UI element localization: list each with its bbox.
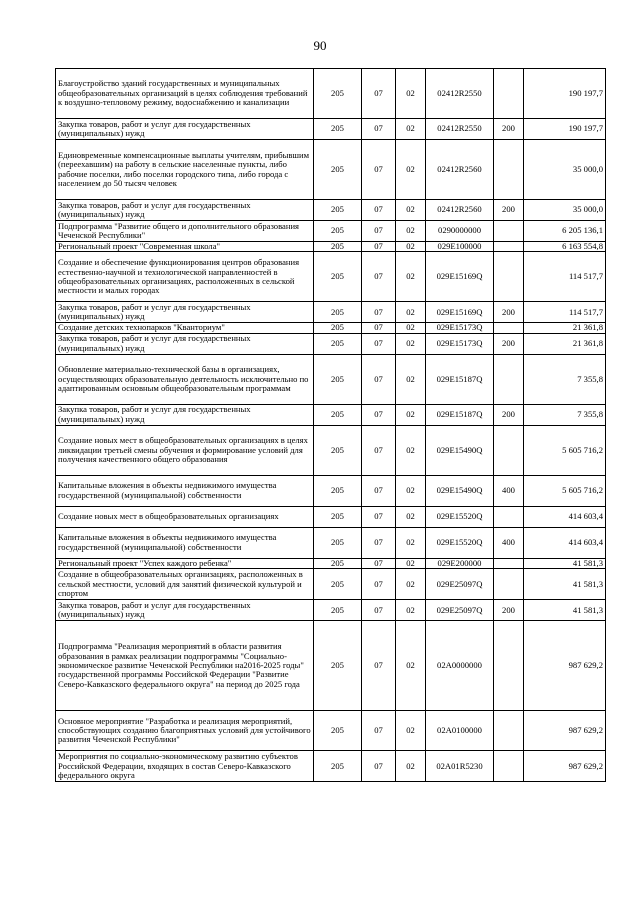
row-amount: 41 581,3 — [524, 569, 606, 600]
row-subsection-code: 02 — [396, 354, 426, 404]
table-row — [56, 425, 606, 475]
row-name: Благоустройство зданий государственных и муниципальных общеобразовательных организаций в целях соблюдения требований к воздушно-тепловому режиму, водоснабжению и канализации — [56, 69, 314, 119]
row-amount: 6 163 554,8 — [524, 242, 606, 252]
row-grbs-code: 205 — [314, 569, 362, 600]
row-subsection-code: 02 — [396, 252, 426, 302]
row-expense-type-code — [494, 569, 524, 600]
row-expense-type-code — [494, 323, 524, 333]
row-subsection-code: 02 — [396, 140, 426, 200]
row-grbs-code: 205 — [314, 751, 362, 782]
row-name: Закупка товаров, работ и услуг для государственных (муниципальных) нужд — [56, 600, 314, 621]
row-target-article-code: 02412R2560 — [426, 200, 494, 221]
row-amount: 35 000,0 — [524, 140, 606, 200]
row-grbs-code: 205 — [314, 475, 362, 506]
row-expense-type-code: 200 — [494, 302, 524, 323]
row-grbs-code: 205 — [314, 252, 362, 302]
row-expense-type-code: 400 — [494, 475, 524, 506]
row-target-article-code: 02412R2560 — [426, 140, 494, 200]
row-grbs-code: 205 — [314, 221, 362, 242]
row-target-article-code: 02А0100000 — [426, 711, 494, 751]
row-subsection-code: 02 — [396, 302, 426, 323]
row-expense-type-code — [494, 558, 524, 568]
row-subsection-code: 02 — [396, 404, 426, 425]
table-row — [56, 323, 606, 333]
table-row — [56, 751, 606, 782]
row-grbs-code: 205 — [314, 711, 362, 751]
table-row — [56, 242, 606, 252]
row-section-code: 07 — [362, 621, 396, 711]
row-name: Создание новых мест в общеобразовательных организациях — [56, 506, 314, 527]
row-expense-type-code — [494, 242, 524, 252]
row-name: Закупка товаров, работ и услуг для государственных (муниципальных) нужд — [56, 404, 314, 425]
row-expense-type-code: 400 — [494, 527, 524, 558]
row-name: Региональный проект "Успех каждого ребенка" — [56, 558, 314, 568]
row-grbs-code: 205 — [314, 242, 362, 252]
row-subsection-code: 02 — [396, 221, 426, 242]
row-section-code: 07 — [362, 558, 396, 568]
row-section-code: 07 — [362, 569, 396, 600]
row-expense-type-code: 200 — [494, 333, 524, 354]
row-grbs-code: 205 — [314, 527, 362, 558]
row-section-code: 07 — [362, 119, 396, 140]
row-name: Мероприятия по социально-экономическому развитию субъектов Российской Федерации, входящих в состав Северо-Кавказского федерального округа — [56, 751, 314, 782]
row-target-article-code: 02А0000000 — [426, 621, 494, 711]
row-name: Закупка товаров, работ и услуг для государственных (муниципальных) нужд — [56, 302, 314, 323]
row-section-code: 07 — [362, 302, 396, 323]
row-target-article-code: 029E15520Q — [426, 506, 494, 527]
row-amount: 114 517,7 — [524, 302, 606, 323]
row-subsection-code: 02 — [396, 333, 426, 354]
row-subsection-code: 02 — [396, 323, 426, 333]
row-section-code: 07 — [362, 140, 396, 200]
row-name: Создание детских технопарков "Кванториум" — [56, 323, 314, 333]
row-subsection-code: 02 — [396, 527, 426, 558]
row-amount: 7 355,8 — [524, 354, 606, 404]
row-target-article-code: 029E15173Q — [426, 333, 494, 354]
row-target-article-code: 02412R2550 — [426, 69, 494, 119]
row-expense-type-code — [494, 252, 524, 302]
row-amount: 414 603,4 — [524, 506, 606, 527]
row-amount: 190 197,7 — [524, 69, 606, 119]
row-grbs-code: 205 — [314, 323, 362, 333]
row-expense-type-code — [494, 221, 524, 242]
table-row — [56, 333, 606, 354]
row-name: Региональный проект "Современная школа" — [56, 242, 314, 252]
row-target-article-code: 02А01R5230 — [426, 751, 494, 782]
row-amount: 987 629,2 — [524, 621, 606, 711]
row-grbs-code: 205 — [314, 119, 362, 140]
row-target-article-code: 029E100000 — [426, 242, 494, 252]
row-expense-type-code — [494, 506, 524, 527]
row-expense-type-code: 200 — [494, 200, 524, 221]
row-section-code: 07 — [362, 333, 396, 354]
row-name: Создание в общеобразовательных организациях, расположенных в сельской местности, условий для занятий физической культурой и спортом — [56, 569, 314, 600]
row-section-code: 07 — [362, 242, 396, 252]
row-target-article-code: 029E15169Q — [426, 252, 494, 302]
row-grbs-code: 205 — [314, 506, 362, 527]
row-amount: 190 197,7 — [524, 119, 606, 140]
row-name: Создание и обеспечение функционирования центров образования естественно-научной и технологической направленностей в общеобразовательных организациях, расположенных в сельской местности и малых городах — [56, 252, 314, 302]
row-name: Закупка товаров, работ и услуг для государственных (муниципальных) нужд — [56, 200, 314, 221]
row-name: Закупка товаров, работ и услуг для государственных (муниципальных) нужд — [56, 119, 314, 140]
row-target-article-code: 029E15187Q — [426, 354, 494, 404]
row-amount: 987 629,2 — [524, 751, 606, 782]
row-name: Закупка товаров, работ и услуг для государственных (муниципальных) нужд — [56, 333, 314, 354]
table-row — [56, 558, 606, 568]
row-amount: 7 355,8 — [524, 404, 606, 425]
row-grbs-code: 205 — [314, 621, 362, 711]
row-target-article-code: 029E15187Q — [426, 404, 494, 425]
row-amount: 21 361,8 — [524, 323, 606, 333]
row-subsection-code: 02 — [396, 475, 426, 506]
table-row — [56, 506, 606, 527]
row-expense-type-code: 200 — [494, 600, 524, 621]
row-section-code: 07 — [362, 751, 396, 782]
row-section-code: 07 — [362, 200, 396, 221]
row-name: Капитальные вложения в объекты недвижимого имущества государственной (муниципальной) собственности — [56, 475, 314, 506]
row-subsection-code: 02 — [396, 242, 426, 252]
row-target-article-code: 029E15520Q — [426, 527, 494, 558]
row-name: Подпрограмма "Реализация мероприятий в области развития образования в рамках реализации подпрограммы "Социально-экономическое развитие Чеченской Республики на2016-2025 годы" государственной программы Российской Федерации "Развитие Северо-Кавказского федерального округа" на период до 2025 года — [56, 621, 314, 711]
row-grbs-code: 205 — [314, 425, 362, 475]
row-expense-type-code — [494, 354, 524, 404]
row-grbs-code: 205 — [314, 558, 362, 568]
row-target-article-code: 029E25097Q — [426, 569, 494, 600]
row-grbs-code: 205 — [314, 600, 362, 621]
row-expense-type-code — [494, 711, 524, 751]
row-section-code: 07 — [362, 600, 396, 621]
row-grbs-code: 205 — [314, 354, 362, 404]
row-grbs-code: 205 — [314, 69, 362, 119]
row-name: Обновление материально-технической базы в организациях, осуществляющих образовательную деятельность исключительно по адаптированным основным общеобразовательным программам — [56, 354, 314, 404]
row-target-article-code: 029E15490Q — [426, 475, 494, 506]
row-subsection-code: 02 — [396, 506, 426, 527]
row-target-article-code: 0290000000 — [426, 221, 494, 242]
row-grbs-code: 205 — [314, 302, 362, 323]
row-subsection-code: 02 — [396, 711, 426, 751]
table-row — [56, 404, 606, 425]
row-name: Основное мероприятие "Разработка и реализация мероприятий, способствующих созданию благоприятных условий для устойчивого развития Чеченской Республики" — [56, 711, 314, 751]
budget-table — [55, 68, 606, 782]
row-section-code: 07 — [362, 323, 396, 333]
row-amount: 6 205 136,1 — [524, 221, 606, 242]
row-section-code: 07 — [362, 425, 396, 475]
row-expense-type-code: 200 — [494, 404, 524, 425]
row-subsection-code: 02 — [396, 425, 426, 475]
table-row — [56, 140, 606, 200]
table-body — [56, 69, 606, 782]
row-name: Подпрограмма "Развитие общего и дополнительного образования Чеченской Республики" — [56, 221, 314, 242]
row-section-code: 07 — [362, 354, 396, 404]
row-grbs-code: 205 — [314, 200, 362, 221]
row-amount: 41 581,3 — [524, 558, 606, 568]
row-grbs-code: 205 — [314, 333, 362, 354]
table-row — [56, 221, 606, 242]
table-row — [56, 621, 606, 711]
row-subsection-code: 02 — [396, 751, 426, 782]
table-row — [56, 711, 606, 751]
row-target-article-code: 029E15173Q — [426, 323, 494, 333]
table-row — [56, 200, 606, 221]
row-subsection-code: 02 — [396, 621, 426, 711]
row-amount: 5 605 716,2 — [524, 425, 606, 475]
row-target-article-code: 029E25097Q — [426, 600, 494, 621]
row-amount: 35 000,0 — [524, 200, 606, 221]
table-row — [56, 600, 606, 621]
table-row — [56, 69, 606, 119]
row-amount: 5 605 716,2 — [524, 475, 606, 506]
row-target-article-code: 029E15169Q — [426, 302, 494, 323]
table-row — [56, 569, 606, 600]
row-grbs-code: 205 — [314, 404, 362, 425]
row-target-article-code: 029E15490Q — [426, 425, 494, 475]
row-section-code: 07 — [362, 527, 396, 558]
row-expense-type-code: 200 — [494, 119, 524, 140]
table-row — [56, 354, 606, 404]
table-row — [56, 302, 606, 323]
row-target-article-code: 029E200000 — [426, 558, 494, 568]
row-section-code: 07 — [362, 711, 396, 751]
table-row — [56, 527, 606, 558]
row-name: Создание новых мест в общеобразовательных организациях в целях ликвидации третьей смены обучения и формирование условий для получения качественного общего образования — [56, 425, 314, 475]
row-section-code: 07 — [362, 404, 396, 425]
row-name: Единовременные компенсационные выплаты учителям, прибывшим (переехавшим) на работу в сельские населенные пункты, либо рабочие поселки, либо поселки городского типа, либо города с населением до 50 тысяч человек — [56, 140, 314, 200]
row-expense-type-code — [494, 425, 524, 475]
row-subsection-code: 02 — [396, 558, 426, 568]
table-row — [56, 119, 606, 140]
row-subsection-code: 02 — [396, 600, 426, 621]
row-amount: 41 581,3 — [524, 600, 606, 621]
row-expense-type-code — [494, 621, 524, 711]
row-subsection-code: 02 — [396, 569, 426, 600]
row-subsection-code: 02 — [396, 200, 426, 221]
row-expense-type-code — [494, 140, 524, 200]
row-expense-type-code — [494, 751, 524, 782]
table-row — [56, 252, 606, 302]
row-grbs-code: 205 — [314, 140, 362, 200]
table-row — [56, 475, 606, 506]
row-amount: 987 629,2 — [524, 711, 606, 751]
row-amount: 414 603,4 — [524, 527, 606, 558]
row-amount: 114 517,7 — [524, 252, 606, 302]
row-target-article-code: 02412R2550 — [426, 119, 494, 140]
row-expense-type-code — [494, 69, 524, 119]
row-section-code: 07 — [362, 221, 396, 242]
row-name: Капитальные вложения в объекты недвижимого имущества государственной (муниципальной) собственности — [56, 527, 314, 558]
row-amount: 21 361,8 — [524, 333, 606, 354]
row-subsection-code: 02 — [396, 69, 426, 119]
row-section-code: 07 — [362, 475, 396, 506]
row-subsection-code: 02 — [396, 119, 426, 140]
row-section-code: 07 — [362, 69, 396, 119]
page-number: 90 — [313, 38, 327, 53]
row-section-code: 07 — [362, 252, 396, 302]
row-section-code: 07 — [362, 506, 396, 527]
